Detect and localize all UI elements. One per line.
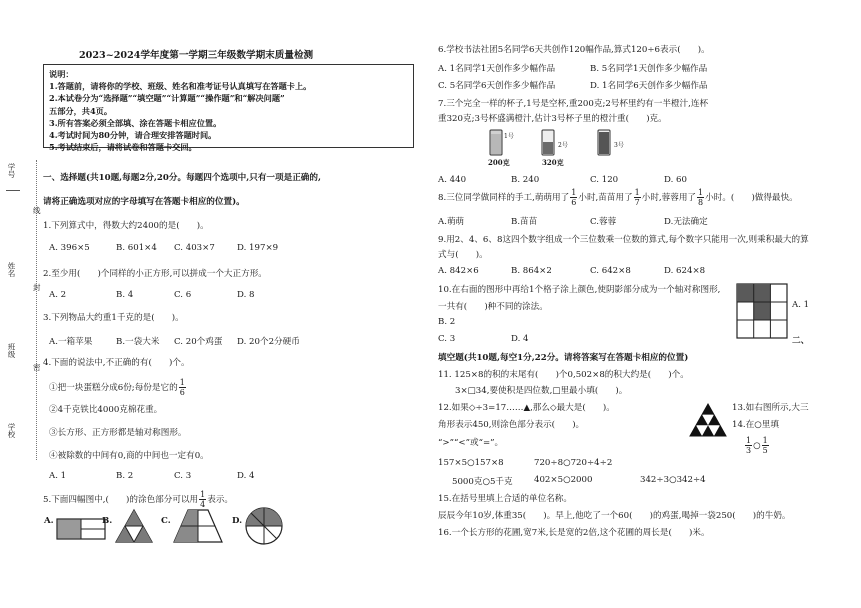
- q4-option-a: A. 1: [49, 471, 67, 481]
- instructions-box: [43, 64, 414, 153]
- side-label-secret: 密: [33, 363, 41, 372]
- cup-2-weight: 320克: [542, 158, 564, 167]
- instruction-line: 3.所有答案必须全部填、涂在答题卡相应位置。: [49, 117, 222, 128]
- side-label-line: 线: [33, 206, 41, 215]
- q8-option-b: B.苗苗: [511, 217, 538, 227]
- q2-option-c: C. 6: [174, 290, 192, 300]
- q8-option-a: A.萌萌: [438, 217, 465, 227]
- figure-label-c: C.: [161, 516, 171, 526]
- q1-option-d: D. 197×9: [237, 243, 279, 253]
- q6-option-b: B. 5名同学1天创作多少幅作品: [590, 64, 708, 74]
- q6-option-d: D. 1名同学6天创作多少幅作品: [590, 81, 708, 91]
- question-5-tail: 表示。: [207, 495, 234, 505]
- fill-line: [6, 190, 20, 191]
- figure-label-d: D.: [232, 516, 243, 526]
- q8-option-c: C.蓉蓉: [590, 217, 617, 227]
- question-7-line-2: 重320克;3号杯盛满橙汁,估计3号杯子里的橙汁重( )克。: [438, 114, 667, 124]
- comparison-5: 342÷3○342÷4: [640, 475, 706, 485]
- q10-option-a: A. 1: [792, 300, 810, 310]
- section-1-heading-cont: 请将正确选项对应的字母填写在答题卡相应的位置)。: [43, 197, 245, 207]
- q7-option-d: D. 60: [664, 175, 687, 185]
- question-12: 12.如果◇÷3=17……▲,那么◇最大是( )。: [438, 403, 615, 413]
- q3-option-d: D. 20个2分硬币: [237, 337, 300, 347]
- section-2-number: 二、: [792, 336, 810, 346]
- figure-label-a: A.: [44, 516, 54, 526]
- fraction: $\frac{1}{5}$: [762, 436, 768, 455]
- comparison-1: 157×5○157×8: [438, 458, 504, 468]
- q9-option-a: A. 842×6: [438, 266, 479, 276]
- fraction: $\frac{1}{6}$: [179, 378, 185, 397]
- question-3: 3.下列物品大约重1千克的是( )。: [43, 313, 184, 323]
- q9-option-b: B. 864×2: [511, 266, 552, 276]
- question-13-line-2: 角形表示450,则涂色部分表示( )。: [438, 420, 585, 430]
- instruction-line: 4.考试时间为80分钟，请合理安排答题时间。: [49, 130, 217, 141]
- q2-option-b: B. 4: [116, 290, 134, 300]
- question-10-line-1: 10.在右面的图形中再给1个格子涂上颜色,使阴影部分成为一个轴对称图形,: [438, 285, 721, 295]
- fraction: $\frac{1}{4}$: [200, 490, 206, 509]
- cup-3-label: 3号: [614, 142, 624, 149]
- section-2-heading: 填空题(共10题,每空1分,22分。请将答案写在答题卡相应的位置): [438, 353, 689, 363]
- fraction: $\frac{1}{8}$: [698, 188, 704, 207]
- q8-text-b: 小时,苗苗用了: [578, 193, 633, 203]
- question-16: 16.一个长方形的花圃,宽7米,长是宽的2倍,这个花圃的周长是( )米。: [438, 528, 710, 538]
- figure-label-b: B.: [102, 516, 113, 526]
- instruction-line: 5.考试结束后，请将试卷和答题卡交回。: [49, 142, 197, 153]
- fraction: $\frac{1}{6}$: [571, 188, 577, 207]
- question-15: 15.在括号里填上合适的单位名称。: [438, 494, 572, 504]
- instructions-heading: 说明：: [49, 69, 74, 79]
- q1-option-a: A. 396×5: [49, 243, 90, 253]
- figure-b-triangle: [114, 508, 154, 544]
- comparison-2: 720÷8○720÷4÷2: [534, 458, 613, 468]
- question-9-line-1: 9.用2、4、6、8这四个数字组成一个三位数乘一位数的算式,每个数字只能用一次,则乘积最大的算: [438, 235, 809, 245]
- question-9-line-2: 式与( )。: [438, 250, 488, 260]
- section-1-heading: 一、选择题(共10题,每题2分,20分。每题四个选项中,只有一项是正确的,: [43, 173, 321, 183]
- instruction-line: 1.答题前，请将你的学校、班级、姓名和准考证号认真填写在答题卡上。: [49, 81, 312, 92]
- question-2: 2.至少用( )个同样的小正方形,可以拼成一个大正方形。: [43, 269, 267, 279]
- fraction-comparison: $\frac{1}{3}$ ○ $\frac{1}{5}$: [746, 436, 768, 455]
- question-4: 4.下面的说法中,不正确的有( )个。: [43, 358, 190, 368]
- question-13: 13.如右图所示,大三: [732, 403, 809, 413]
- question-1: 1.下列算式中，得数大约2400的是( )。: [43, 221, 209, 231]
- cup-1-label: 1号: [504, 133, 514, 140]
- instruction-line: 2.本试卷分为“选择题”“填空题”“计算题”“操作题”和“解决问题”: [49, 93, 285, 104]
- fraction: $\frac{1}{7}$: [634, 188, 640, 207]
- question-7-line-1: 7.三个完全一样的杯子,1号是空杯,重200克;2号杯里约有一半橙汁,连杯: [438, 99, 709, 109]
- page-title: 2023~2024学年度第一学期三年级数学期末质量检测: [79, 50, 314, 61]
- q13-triangle-figure: [688, 402, 728, 438]
- question-5-text: 5.下面四幅图中,( )的涂色部分可以用: [43, 495, 199, 505]
- cup-2-label: 2号: [558, 142, 568, 149]
- q6-option-c: C. 5名同学6天创作多少幅作品: [438, 81, 556, 91]
- q2-option-d: D. 8: [237, 290, 255, 300]
- figure-a-rectangle: [56, 518, 106, 542]
- q8-option-d: D.无法确定: [664, 217, 708, 227]
- q10-option-b: B. 2: [438, 317, 456, 327]
- q7-option-b: B. 240: [511, 175, 540, 185]
- question-6: 6.学校书法社团5名同学6天共创作120幅作品,算式120÷6表示( )。: [438, 45, 710, 55]
- side-label-name: 姓名: [7, 262, 16, 277]
- question-8: [438, 188, 798, 207]
- q4-option-b: B. 2: [116, 471, 134, 481]
- comparison-4: 402×5○2000: [534, 475, 593, 485]
- q4-statement-1: [49, 378, 187, 397]
- q8-text-a: 8.三位同学做同样的手工,萌萌用了: [438, 193, 570, 203]
- q8-text-d: 小时。( )做得最快。: [705, 193, 798, 203]
- question-14-line-2: “>”“<”或“=”。: [438, 438, 504, 448]
- q4-statement-2: ②4千克铁比4000克棉花重。: [49, 405, 163, 415]
- q4-option-c: C. 3: [174, 471, 192, 481]
- q3-option-b: B.一袋大米: [116, 337, 160, 347]
- q3-option-c: C. 20个鸡蛋: [174, 337, 223, 347]
- instruction-line: 五部分，共4页。: [49, 105, 113, 116]
- side-label-class: 班级: [7, 343, 16, 358]
- q9-option-c: C. 642×8: [590, 266, 631, 276]
- q4-statement-1-text: ①把一块蛋糕分成6份;每份是它的: [49, 383, 178, 393]
- fraction: $\frac{1}{3}$: [746, 436, 752, 455]
- side-label-student-id: 学号: [7, 163, 16, 178]
- side-label-seal: 封: [33, 283, 41, 292]
- q6-option-a: A. 1名同学1天创作多少幅作品: [438, 64, 556, 74]
- q10-grid-figure: [736, 283, 788, 339]
- q8-text-c: 小时,蓉蓉用了: [641, 193, 697, 203]
- question-11-line-2: 3×□34,要使积是四位数,□里最小填( )。: [455, 386, 628, 396]
- q2-option-a: A. 2: [49, 290, 67, 300]
- question-15-line-2: 辰辰今年10岁,体重35( )。早上,他吃了一个60( )的鸡蛋,喝掉一袋250( )的牛奶。: [438, 511, 791, 521]
- q1-option-c: C. 403×7: [174, 243, 215, 253]
- q3-option-a: A.一箱苹果: [49, 337, 93, 347]
- cup-1-weight: 200克: [488, 158, 510, 167]
- figure-c-trapezoid: [172, 508, 224, 544]
- figure-d-circle: [244, 506, 284, 546]
- q7-option-a: A. 440: [438, 175, 467, 185]
- q10-option-d: D. 4: [511, 334, 529, 344]
- comparison-3: 5000克○5千克: [452, 477, 513, 487]
- q4-statement-4: ④被除数的中间有0,商的中间也一定有0。: [49, 451, 209, 461]
- q4-statement-3: ③长方形、正方形都是轴对称图形。: [49, 428, 187, 438]
- q7-option-c: C. 120: [590, 175, 619, 185]
- side-label-school: 学校: [7, 423, 16, 438]
- question-11-line-1: 11. 125×8的积的末尾有( )个0,502×8的积大约是( )个。: [438, 370, 689, 380]
- question-14: 14.在○里填: [732, 420, 779, 430]
- q9-option-d: D. 624×8: [664, 266, 706, 276]
- q4-option-d: D. 4: [237, 471, 255, 481]
- q1-option-b: B. 601×4: [116, 243, 157, 253]
- question-5: [43, 490, 233, 509]
- question-10-line-2: 一共有( )种不同的涂法。: [438, 302, 548, 312]
- q10-option-c: C. 3: [438, 334, 456, 344]
